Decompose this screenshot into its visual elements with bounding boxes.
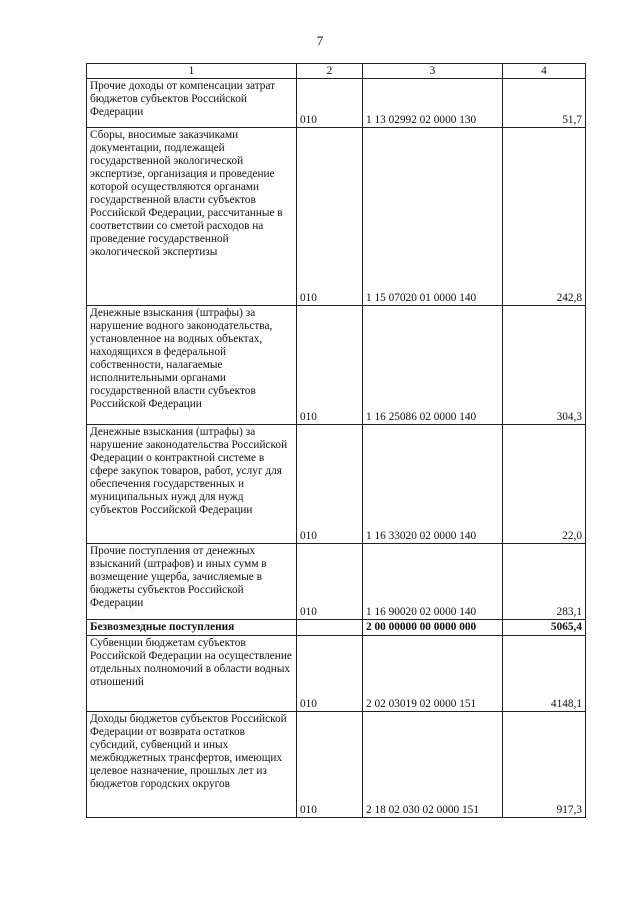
column-header: 1 <box>87 64 297 79</box>
amount: 242,8 <box>503 128 586 306</box>
column-header: 2 <box>297 64 363 79</box>
table-row <box>87 128 586 306</box>
amount: 5065,4 <box>503 620 586 636</box>
admin-code: 010 <box>297 306 363 425</box>
revenue-name: Доходы бюджетов субъектов Российской Федерации от возврата остатков субсидий, субвенций и иных межбюджетных трансфертов, имеющих целевое назначение, прошлых лет из бюджетов городских округов <box>87 712 297 818</box>
budget-classification-code: 2 00 00000 00 0000 000 <box>363 620 503 636</box>
revenue-name: Сборы, вносимые заказчиками документации, подлежащей государственной экологической экспертизе, организация и проведение которой осуществляются органами государственной власти субъектов Российской Федерации, рассчитанные в соответствии со сметой расходов на проведение государственной экологической экспертизы <box>87 128 297 306</box>
table-row <box>87 306 586 425</box>
amount: 917,3 <box>503 712 586 818</box>
revenue-name: Денежные взыскания (штрафы) за нарушение водного законодательства, установленное на водных объектах, находящихся в федеральной собственности, налагаемые исполнительными органами государственной власти субъектов Российской Федерации <box>87 306 297 425</box>
table-row <box>87 636 586 712</box>
budget-classification-code: 1 13 02992 02 0000 130 <box>363 79 503 128</box>
revenue-name: Субвенции бюджетам субъектов Российской Федерации на осуществление отдельных полномочий в области водных отношений <box>87 636 297 712</box>
amount: 51,7 <box>503 79 586 128</box>
revenue-name: Безвозмездные поступления <box>87 620 297 636</box>
table-row <box>87 79 586 128</box>
budget-classification-code: 1 16 25086 02 0000 140 <box>363 306 503 425</box>
admin-code: 010 <box>297 636 363 712</box>
revenue-table <box>86 63 586 818</box>
revenue-name: Прочие доходы от компенсации затрат бюджетов субъектов Российской Федерации <box>87 79 297 128</box>
budget-classification-code: 1 15 07020 01 0000 140 <box>363 128 503 306</box>
revenue-name: Прочие поступления от денежных взысканий (штрафов) и иных сумм в возмещение ущерба, зачисляемые в бюджеты субъектов Российской Федерации <box>87 544 297 620</box>
page-number: 7 <box>316 33 324 48</box>
table-row-total <box>87 620 586 636</box>
budget-classification-code: 2 18 02 030 02 0000 151 <box>363 712 503 818</box>
table-row <box>87 544 586 620</box>
budget-classification-code: 2 02 03019 02 0000 151 <box>363 636 503 712</box>
column-header: 4 <box>503 64 586 79</box>
revenue-name: Денежные взыскания (штрафы) за нарушение законодательства Российской Федерации о контрактной системе в сфере закупок товаров, работ, услуг для обеспечения государственных и муниципальных нужд для нужд субъектов Российской Федерации <box>87 425 297 544</box>
budget-classification-code: 1 16 90020 02 0000 140 <box>363 544 503 620</box>
admin-code: 010 <box>297 544 363 620</box>
table-row <box>87 712 586 818</box>
admin-code: 010 <box>297 79 363 128</box>
admin-code <box>297 620 363 636</box>
admin-code: 010 <box>297 128 363 306</box>
amount: 4148,1 <box>503 636 586 712</box>
amount: 304,3 <box>503 306 586 425</box>
admin-code: 010 <box>297 712 363 818</box>
amount: 22,0 <box>503 425 586 544</box>
amount: 283,1 <box>503 544 586 620</box>
table-header-row <box>87 64 586 79</box>
admin-code: 010 <box>297 425 363 544</box>
budget-classification-code: 1 16 33020 02 0000 140 <box>363 425 503 544</box>
table-row <box>87 425 586 544</box>
column-header: 3 <box>363 64 503 79</box>
